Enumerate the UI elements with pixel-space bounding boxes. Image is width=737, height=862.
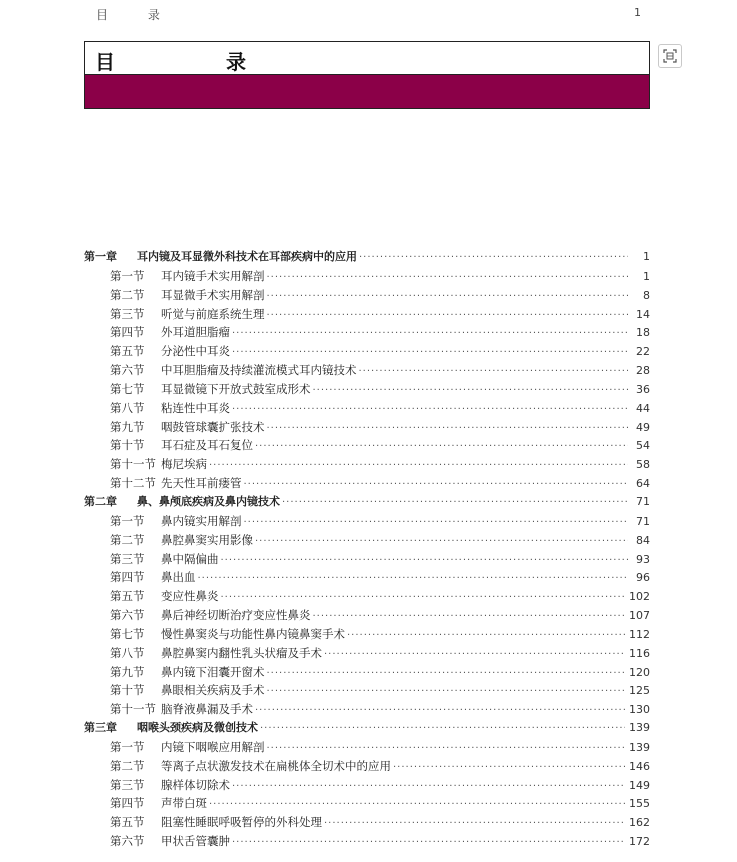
- toc-entry-number: 第一节: [110, 739, 145, 754]
- toc-dot-leader: [232, 325, 628, 344]
- toc-section-entry[interactable]: [84, 342, 650, 361]
- toc-entry-title: 鼻、鼻颅底疾病及鼻内镜技术: [137, 494, 280, 508]
- table-of-contents: [84, 248, 650, 851]
- toc-section-entry[interactable]: [84, 550, 650, 569]
- toc-entry-title: 等离子点状激发技术在扁桃体全切术中的应用: [161, 758, 391, 773]
- toc-dot-leader: [313, 382, 629, 401]
- toc-entry-page: 54: [636, 439, 650, 453]
- toc-entry-title: 耳显微镜下开放式鼓室成形术: [161, 381, 311, 396]
- toc-section-entry[interactable]: [84, 267, 650, 286]
- toc-dot-leader: [324, 646, 625, 665]
- toc-entry-title: 阻塞性睡眠呼吸暂停的外科处理: [161, 815, 322, 830]
- toc-dot-leader: [232, 401, 628, 420]
- toc-entry-title: 甲状舌管囊肿: [161, 834, 230, 849]
- toc-dot-leader: [232, 834, 625, 853]
- toc-section-entry[interactable]: [84, 512, 650, 531]
- toc-entry-page: 125: [629, 684, 650, 698]
- toc-entry-page: 120: [629, 665, 650, 679]
- toc-chapter-entry[interactable]: [84, 719, 650, 738]
- toc-entry-page: 172: [629, 835, 650, 849]
- toc-entry-title: 鼻腔鼻窦实用影像: [161, 532, 253, 547]
- toc-entry-page: 107: [629, 609, 650, 623]
- toc-entry-title: 耳内镜手术实用解剖: [161, 268, 265, 283]
- toc-entry-number: 第一节: [110, 513, 145, 528]
- toc-dot-leader: [324, 815, 625, 834]
- toc-section-entry[interactable]: [84, 813, 650, 832]
- toc-entry-number: 第三章: [84, 721, 117, 735]
- page-number: 1: [634, 6, 641, 19]
- toc-entry-page: 149: [629, 778, 650, 792]
- toc-entry-page: 8: [643, 288, 650, 302]
- toc-section-entry[interactable]: [84, 794, 650, 813]
- toc-dot-leader: [244, 514, 629, 533]
- fit-page-button[interactable]: [658, 44, 682, 68]
- toc-dot-leader: [198, 570, 629, 589]
- toc-section-entry[interactable]: [84, 663, 650, 682]
- toc-chapter-entry[interactable]: [84, 248, 650, 267]
- toc-section-entry[interactable]: [84, 625, 650, 644]
- toc-section-entry[interactable]: [84, 418, 650, 437]
- toc-entry-page: 93: [636, 552, 650, 566]
- toc-entry-number: 第八节: [110, 645, 145, 660]
- toc-entry-title: 鼻出血: [161, 570, 196, 585]
- toc-section-entry[interactable]: [84, 606, 650, 625]
- toc-entry-title: 听觉与前庭系统生理: [161, 306, 265, 321]
- toc-entry-title: 咽喉头颈疾病及微创技术: [137, 721, 258, 735]
- toc-dot-leader: [244, 476, 629, 495]
- toc-entry-title: 耳石症及耳石复位: [161, 438, 253, 453]
- toc-dot-leader: [267, 683, 626, 702]
- toc-section-entry[interactable]: [84, 776, 650, 795]
- toc-entry-title: 中耳胆脂瘤及持续灌流模式耳内镜技术: [161, 363, 357, 378]
- toc-entry-title: 鼻腔鼻窦内翻性乳头状瘤及手术: [161, 645, 322, 660]
- toc-dot-leader: [347, 627, 625, 646]
- toc-entry-number: 第三节: [110, 777, 145, 792]
- toc-entry-number: 第五节: [110, 815, 145, 830]
- toc-entry-number: 第六节: [110, 608, 145, 623]
- toc-dot-leader: [359, 363, 629, 382]
- toc-entry-number: 第一节: [110, 268, 145, 283]
- toc-entry-title: 鼻中隔偏曲: [161, 551, 219, 566]
- toc-dot-leader: [232, 778, 625, 797]
- toc-entry-page: 49: [636, 420, 650, 434]
- toc-entry-number: 第二章: [84, 494, 117, 508]
- toc-section-entry[interactable]: [84, 323, 650, 342]
- toc-entry-number: 第十二节: [110, 476, 156, 491]
- toc-dot-leader: [255, 533, 628, 552]
- toc-entry-number: 第六节: [110, 363, 145, 378]
- toc-section-entry[interactable]: [84, 286, 650, 305]
- toc-entry-page: 84: [636, 533, 650, 547]
- toc-section-entry[interactable]: [84, 361, 650, 380]
- toc-chapter-entry[interactable]: [84, 493, 650, 512]
- toc-entry-page: 130: [629, 703, 650, 717]
- toc-entry-page: 1: [643, 269, 650, 283]
- page-title: 目 录: [95, 50, 298, 74]
- toc-entry-title: 鼻内镜下泪囊开窗术: [161, 664, 265, 679]
- toc-section-entry[interactable]: [84, 568, 650, 587]
- toc-entry-title: 分泌性中耳炎: [161, 344, 230, 359]
- toc-entry-page: 1: [643, 250, 650, 263]
- toc-entry-page: 116: [629, 646, 650, 660]
- toc-entry-page: 155: [629, 797, 650, 811]
- running-head: [96, 6, 641, 24]
- toc-entry-title: 声带白斑: [161, 796, 207, 811]
- toc-entry-title: 腺样体切除术: [161, 777, 230, 792]
- toc-entry-title: 变应性鼻炎: [161, 589, 219, 604]
- toc-entry-title: 粘连性中耳炎: [161, 400, 230, 415]
- toc-dot-leader: [255, 702, 625, 721]
- toc-entry-number: 第十节: [110, 683, 145, 698]
- toc-dot-leader: [209, 457, 628, 476]
- toc-dot-leader: [282, 494, 628, 513]
- toc-entry-number: 第四节: [110, 325, 145, 340]
- toc-entry-number: 第三节: [110, 306, 145, 321]
- toc-entry-number: 第二节: [110, 532, 145, 547]
- toc-section-entry[interactable]: [84, 305, 650, 324]
- toc-entry-page: 139: [629, 721, 650, 735]
- toc-entry-title: 鼻眼相关疾病及手术: [161, 683, 265, 698]
- toc-entry-page: 28: [636, 364, 650, 378]
- toc-entry-title: 咽鼓管球囊扩张技术: [161, 419, 265, 434]
- toc-entry-page: 44: [636, 401, 650, 415]
- toc-entry-page: 146: [629, 759, 650, 773]
- toc-entry-number: 第五节: [110, 589, 145, 604]
- toc-entry-page: 112: [629, 627, 650, 641]
- toc-section-entry[interactable]: [84, 681, 650, 700]
- toc-entry-title: 耳内镜及耳显微外科技术在耳部疾病中的应用: [137, 250, 357, 263]
- toc-entry-page: 58: [636, 458, 650, 472]
- toc-entry-number: 第一章: [84, 250, 117, 263]
- toc-entry-page: 22: [636, 345, 650, 359]
- toc-entry-number: 第四节: [110, 570, 145, 585]
- toc-entry-number: 第七节: [110, 626, 145, 641]
- toc-entry-page: 71: [636, 494, 650, 508]
- toc-entry-page: 139: [629, 740, 650, 754]
- toc-section-entry[interactable]: [84, 531, 650, 550]
- title-color-band: [85, 74, 649, 108]
- toc-dot-leader: [267, 420, 629, 439]
- toc-entry-number: 第三节: [110, 551, 145, 566]
- toc-entry-page: 102: [629, 590, 650, 604]
- toc-dot-leader: [393, 759, 625, 778]
- toc-entry-number: 第五节: [110, 344, 145, 359]
- toc-entry-title: 脑脊液鼻漏及手术: [161, 702, 253, 717]
- toc-section-entry[interactable]: [84, 474, 650, 493]
- toc-entry-page: 18: [636, 326, 650, 340]
- toc-entry-page: 36: [636, 382, 650, 396]
- toc-section-entry[interactable]: [84, 399, 650, 418]
- toc-section-entry[interactable]: [84, 738, 650, 757]
- toc-entry-page: 162: [629, 816, 650, 830]
- toc-entry-page: 14: [636, 307, 650, 321]
- toc-entry-title: 慢性鼻窦炎与功能性鼻内镜鼻窦手术: [161, 626, 345, 641]
- toc-dot-leader: [267, 665, 626, 684]
- toc-dot-leader: [359, 249, 628, 268]
- toc-entry-number: 第十一节: [110, 457, 156, 472]
- toc-entry-page: 64: [636, 477, 650, 491]
- toc-entry-title: 外耳道胆脂瘤: [161, 325, 230, 340]
- toc-entry-page: 96: [636, 571, 650, 585]
- toc-dot-leader: [313, 608, 626, 627]
- toc-entry-title: 梅尼埃病: [161, 457, 207, 472]
- contents-title-box: [84, 41, 650, 109]
- toc-dot-leader: [221, 552, 629, 571]
- toc-dot-leader: [267, 288, 629, 307]
- toc-entry-number: 第七节: [110, 381, 145, 396]
- toc-entry-title: 耳显微手术实用解剖: [161, 287, 265, 302]
- toc-entry-title: 鼻后神经切断治疗变应性鼻炎: [161, 608, 311, 623]
- toc-section-entry[interactable]: [84, 587, 650, 606]
- toc-entry-number: 第九节: [110, 419, 145, 434]
- toc-entry-number: 第四节: [110, 796, 145, 811]
- toc-entry-number: 第八节: [110, 400, 145, 415]
- toc-entry-title: 鼻内镜实用解剖: [161, 513, 242, 528]
- toc-entry-number: 第十一节: [110, 702, 156, 717]
- toc-section-entry[interactable]: [84, 757, 650, 776]
- toc-dot-leader: [255, 438, 628, 457]
- toc-entry-number: 第二节: [110, 287, 145, 302]
- toc-dot-leader: [267, 307, 629, 326]
- toc-dot-leader: [260, 720, 625, 739]
- toc-section-entry[interactable]: [84, 700, 650, 719]
- toc-entry-number: 第九节: [110, 664, 145, 679]
- toc-entry-title: 内镜下咽喉应用解剖: [161, 739, 265, 754]
- running-title: 目 录: [96, 8, 178, 22]
- toc-dot-leader: [267, 269, 629, 288]
- toc-entry-number: 第十节: [110, 438, 145, 453]
- toc-section-entry[interactable]: [84, 455, 650, 474]
- toc-entry-page: 71: [636, 514, 650, 528]
- toc-entry-title: 先天性耳前瘘管: [161, 476, 242, 491]
- toc-section-entry[interactable]: [84, 380, 650, 399]
- toc-entry-number: 第二节: [110, 758, 145, 773]
- toc-entry-number: 第六节: [110, 834, 145, 849]
- toc-section-entry[interactable]: [84, 644, 650, 663]
- toc-section-entry[interactable]: [84, 832, 650, 851]
- toc-section-entry[interactable]: [84, 436, 650, 455]
